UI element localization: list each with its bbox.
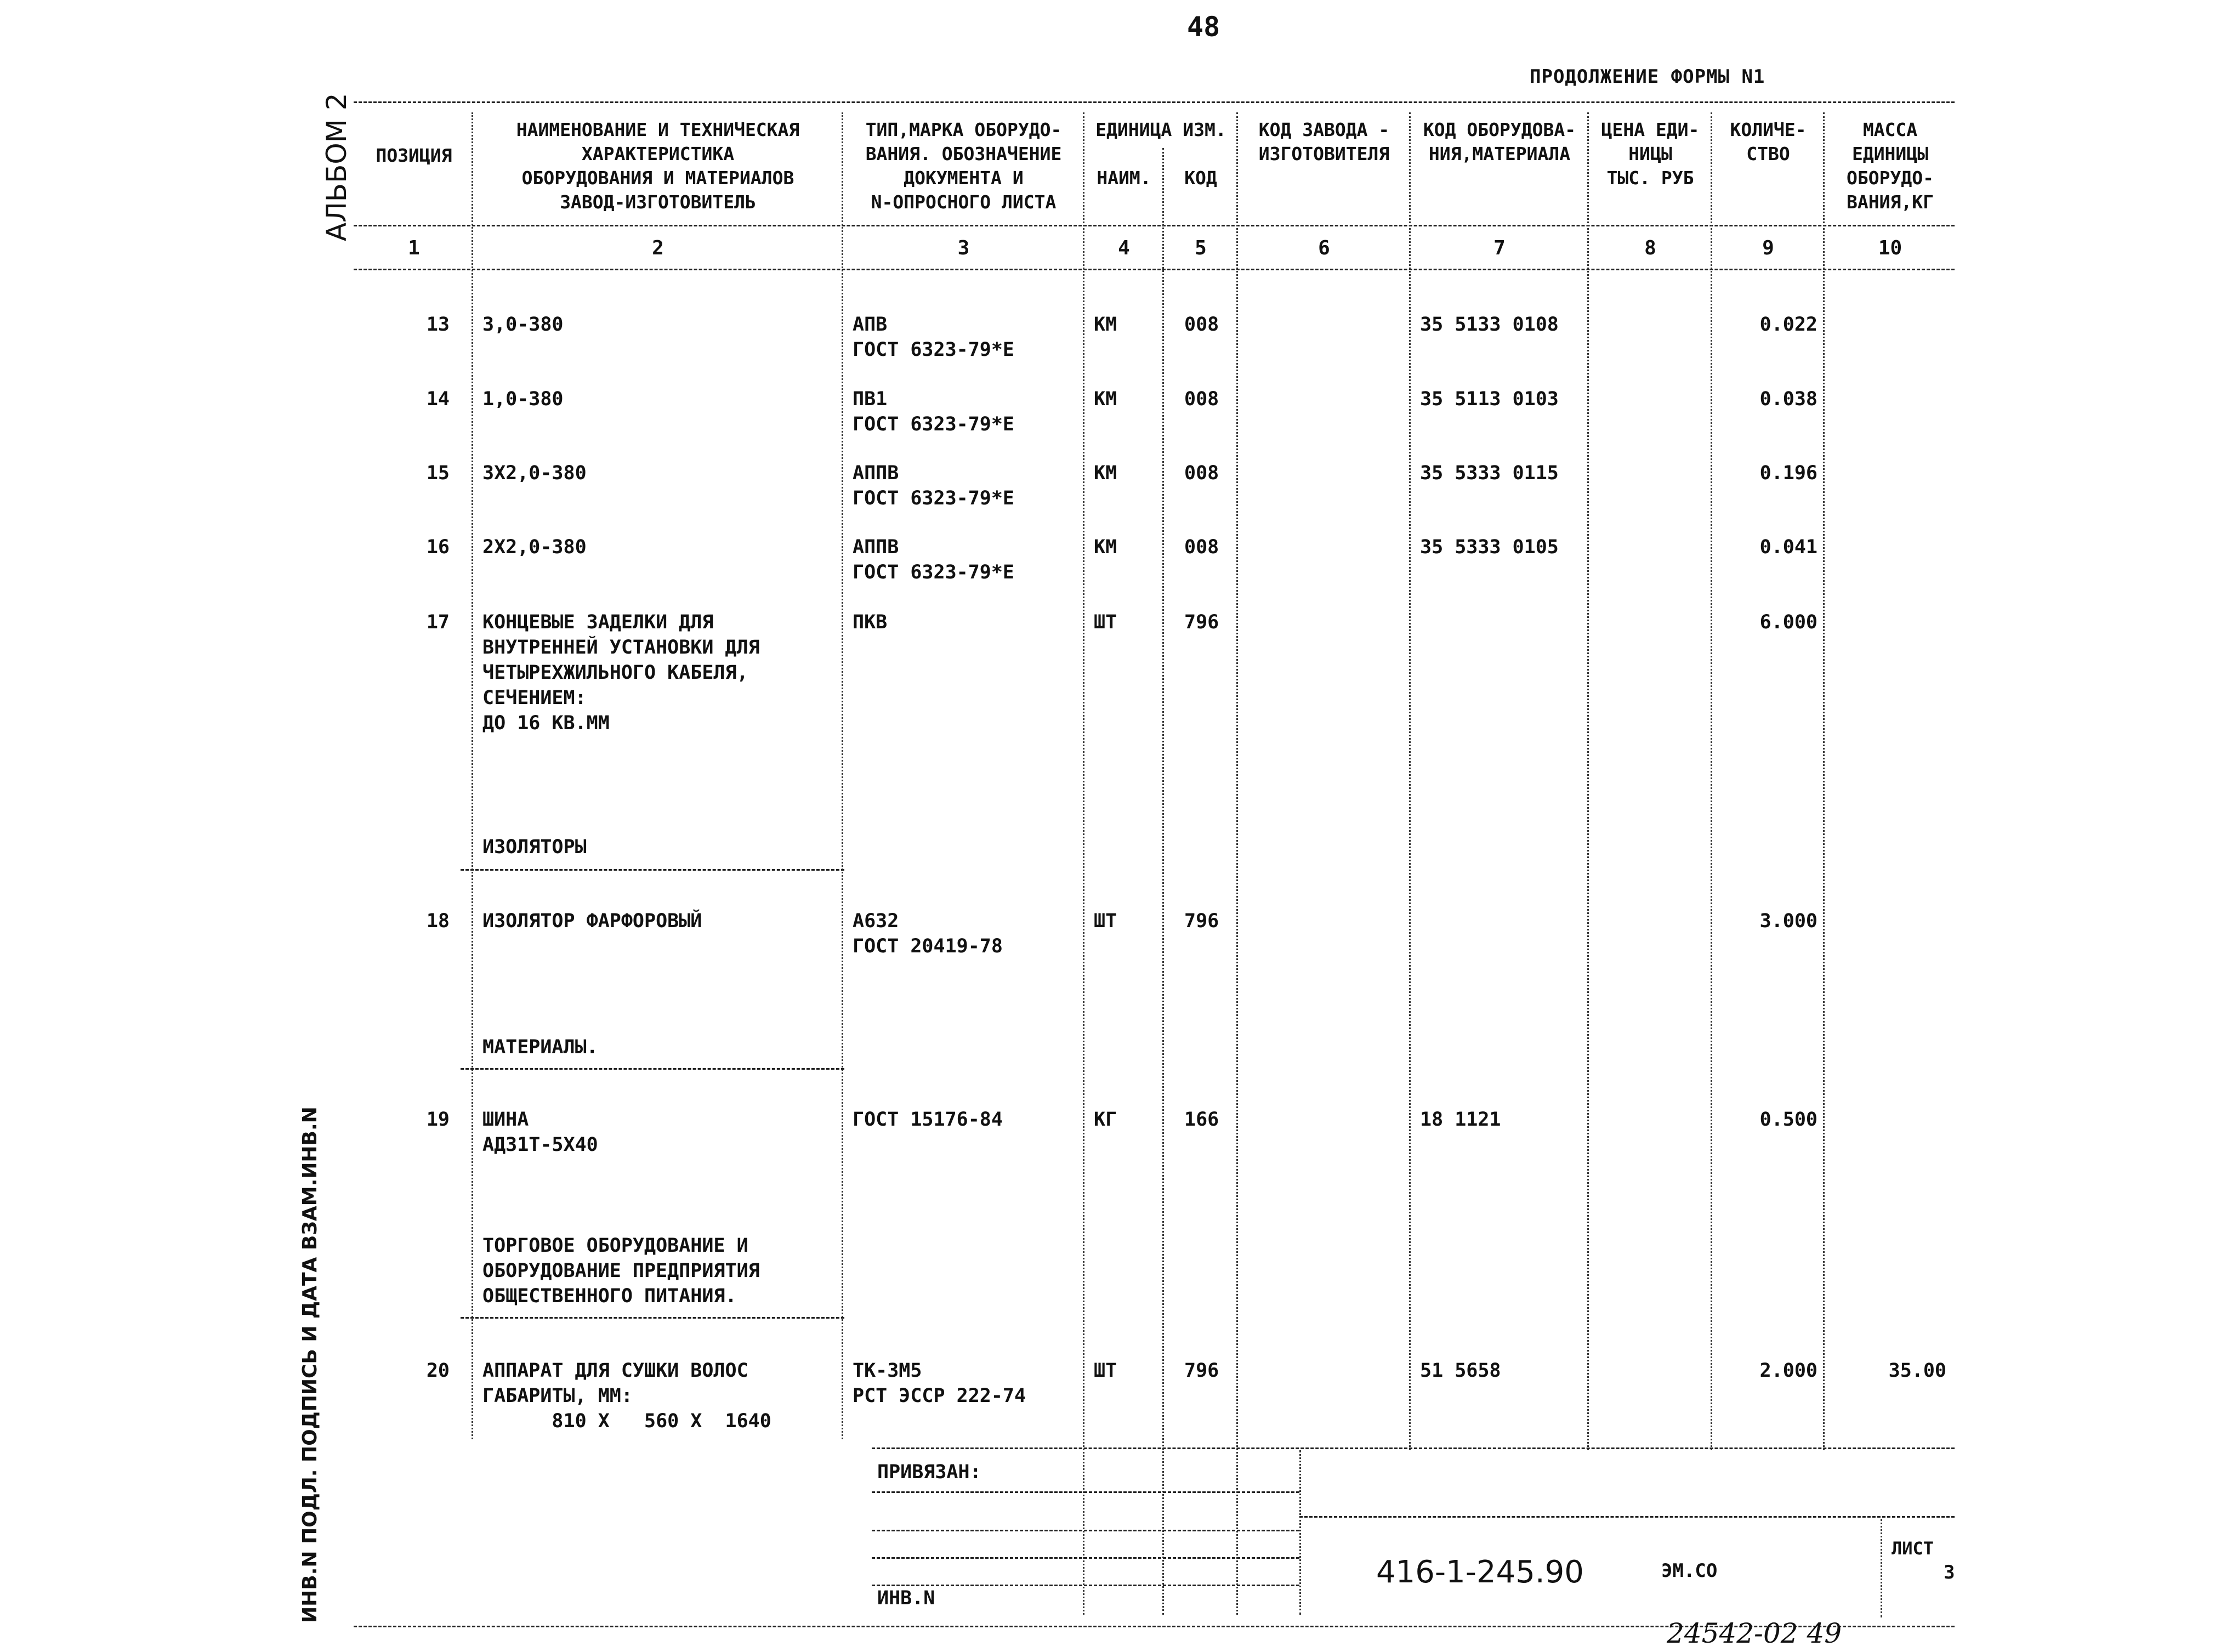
row-17-name-5: ДО 16 КВ.ММ — [482, 712, 610, 734]
row-17-name-4: СЕЧЕНИЕМ: — [482, 687, 587, 709]
row-20-type: ТК-3М5 — [853, 1360, 922, 1382]
handwritten-note: 24542-02 49 — [1667, 1617, 1842, 1649]
row-14-unit: КМ — [1094, 388, 1117, 410]
row-16-unit: КМ — [1094, 536, 1117, 558]
row-17-code: 796 — [1184, 611, 1219, 633]
colnum-8: 8 — [1644, 237, 1656, 259]
stamp-inv-label: ИНВ.N — [877, 1587, 935, 1609]
row-19-pos: 19 — [426, 1109, 450, 1131]
row-18-qty: 3.000 — [1759, 910, 1818, 932]
colnum-6: 6 — [1318, 237, 1330, 259]
row-20-code: 796 — [1184, 1360, 1219, 1382]
header-unit-price: ЦЕНА ЕДИ- НИЦЫ ТЫС. РУБ — [1601, 119, 1700, 189]
header-bottom-rule — [354, 225, 1955, 226]
inventory-side-label: ИНВ.N ПОДЛ. ПОДПИСЬ И ДАТА ВЗАМ.ИНВ.N — [299, 1106, 321, 1623]
album-side-label: АЛЬБОМ 2 — [321, 93, 353, 241]
stamp-rule — [1299, 1516, 1955, 1518]
row-20-name-2: ГАБАРИТЫ, ММ: — [482, 1385, 633, 1407]
row-16-qty: 0.041 — [1759, 536, 1818, 558]
section-materials: МАТЕРИАЛЫ. — [482, 1036, 598, 1058]
row-20-name-1: АППАРАТ ДЛЯ СУШКИ ВОЛОС — [482, 1360, 748, 1382]
stamp-rule — [872, 1557, 1299, 1559]
page-number: 48 — [1187, 11, 1220, 43]
section-trade-2: ОБОРУДОВАНИЕ ПРЕДПРИЯТИЯ — [482, 1260, 760, 1282]
stamp-rule — [872, 1585, 1299, 1586]
col-sep — [1236, 112, 1238, 1615]
row-13-qty: 0.022 — [1759, 314, 1818, 336]
row-18-type-std: ГОСТ 20419-78 — [853, 935, 1003, 957]
colnum-10: 10 — [1878, 237, 1902, 259]
row-15-type-std: ГОСТ 6323-79*Е — [853, 487, 1015, 509]
row-19-name-1: ШИНА — [482, 1109, 529, 1131]
row-13-type-std: ГОСТ 6323-79*Е — [853, 339, 1015, 361]
row-20-pos: 20 — [426, 1360, 450, 1382]
section-trade-3: ОБЩЕСТВЕННОГО ПИТАНИЯ. — [482, 1285, 737, 1307]
colnum-7: 7 — [1493, 237, 1506, 259]
row-16-type: АППВ — [853, 536, 899, 558]
section-insulators: ИЗОЛЯТОРЫ — [482, 836, 587, 858]
row-16-pos: 16 — [426, 536, 450, 558]
section-underline — [461, 1317, 844, 1319]
row-17-pos: 17 — [426, 611, 450, 633]
row-19-type: ГОСТ 15176-84 — [853, 1109, 1003, 1131]
header-material-code: КОД ОБОРУДОВА- НИЯ,МАТЕРИАЛА — [1423, 119, 1576, 164]
header-unit-name: НАИМ. — [1097, 167, 1151, 189]
colnum-1: 1 — [408, 237, 420, 259]
stamp-rule — [872, 1491, 1299, 1493]
header-factory-code: КОД ЗАВОДА - ИЗГОТОВИТЕЛЯ — [1258, 119, 1390, 164]
stamp-sep — [1299, 1450, 1301, 1615]
row-15-type: АППВ — [853, 462, 899, 484]
row-18-pos: 18 — [426, 910, 450, 932]
section-underline — [461, 869, 844, 871]
col-sep — [1083, 112, 1084, 1615]
document-code: 416-1-245.90 — [1376, 1554, 1584, 1590]
col-sep — [842, 112, 843, 1439]
row-19-qty: 0.500 — [1759, 1109, 1818, 1131]
stamp-top-rule — [872, 1447, 1955, 1449]
col-sep — [1711, 112, 1712, 1450]
col-sep — [1162, 148, 1164, 1615]
row-13-name: 3,0-380 — [482, 314, 564, 336]
sheet-number: 3 — [1944, 1562, 1955, 1583]
row-19-unit: КГ — [1094, 1109, 1117, 1131]
form-continuation-title: ПРОДОЛЖЕНИЕ ФОРМЫ N1 — [1530, 66, 1765, 88]
row-16-code: 008 — [1184, 536, 1219, 558]
row-17-name-1: КОНЦЕВЫЕ ЗАДЕЛКИ ДЛЯ — [482, 611, 714, 633]
row-16-name: 2X2,0-380 — [482, 536, 587, 558]
section-trade-1: ТОРГОВОЕ ОБОРУДОВАНИЕ И — [482, 1235, 748, 1257]
header-unit-mass: МАССА ЕДИНИЦЫ ОБОРУДО- ВАНИЯ,КГ — [1847, 119, 1934, 213]
colnum-bottom-rule — [354, 269, 1955, 270]
document-suffix: ЭМ.СО — [1661, 1560, 1718, 1582]
header-position: ПОЗИЦИЯ — [376, 145, 452, 166]
colnum-4: 4 — [1118, 237, 1130, 259]
header-unit: ЕДИНИЦА ИЗМ. — [1095, 119, 1226, 140]
row-20-mat: 51 5658 — [1420, 1360, 1501, 1382]
row-14-code: 008 — [1184, 388, 1219, 410]
row-16-type-std: ГОСТ 6323-79*Е — [853, 561, 1015, 583]
row-13-unit: КМ — [1094, 314, 1117, 336]
row-14-qty: 0.038 — [1759, 388, 1818, 410]
row-19-code: 166 — [1184, 1109, 1219, 1131]
row-14-type: ПВ1 — [853, 388, 888, 410]
stamp-bound-label: ПРИВЯЗАН: — [877, 1461, 981, 1483]
header-type: ТИП,МАРКА ОБОРУДО- ВАНИЯ. ОБОЗНАЧЕНИЕ ДОКУМЕНТА И N-ОПРОСНОГО ЛИСТА — [865, 119, 1062, 213]
row-17-qty: 6.000 — [1759, 611, 1818, 633]
colnum-2: 2 — [652, 237, 664, 259]
colnum-9: 9 — [1762, 237, 1774, 259]
stamp-rule — [872, 1530, 1299, 1531]
colnum-3: 3 — [957, 237, 970, 259]
row-18-type: А632 — [853, 910, 899, 932]
row-19-name-2: АД31Т-5X40 — [482, 1134, 598, 1156]
row-16-mat: 35 5333 0105 — [1420, 536, 1559, 558]
row-20-qty: 2.000 — [1759, 1360, 1818, 1382]
row-13-pos: 13 — [426, 314, 450, 336]
col-sep — [1823, 112, 1825, 1450]
row-13-code: 008 — [1184, 314, 1219, 336]
row-20-mass: 35.00 — [1888, 1360, 1946, 1382]
row-13-type: АПВ — [853, 314, 888, 336]
row-18-code: 796 — [1184, 910, 1219, 932]
row-19-mat: 18 1121 — [1420, 1109, 1501, 1131]
row-18-name: ИЗОЛЯТОР ФАРФОРОВЫЙ — [482, 910, 702, 932]
stamp-sep — [1881, 1519, 1882, 1617]
col-sep — [1409, 112, 1411, 1450]
row-15-name: 3X2,0-380 — [482, 462, 587, 484]
row-14-name: 1,0-380 — [482, 388, 564, 410]
row-17-type: ПКВ — [853, 611, 888, 633]
row-15-code: 008 — [1184, 462, 1219, 484]
row-14-type-std: ГОСТ 6323-79*Е — [853, 413, 1015, 435]
row-13-mat: 35 5133 0108 — [1420, 314, 1559, 336]
row-17-name-2: ВНУТРЕННЕЙ УСТАНОВКИ ДЛЯ — [482, 637, 760, 658]
header-unit-code: КОД — [1184, 167, 1217, 189]
section-underline — [461, 1068, 844, 1070]
col-sep — [472, 112, 473, 1439]
sheet-label: ЛИСТ — [1892, 1538, 1934, 1559]
row-20-name-3: 810 X 560 X 1640 — [482, 1410, 771, 1432]
table-top-rule — [354, 101, 1955, 103]
row-15-pos: 15 — [426, 462, 450, 484]
row-14-mat: 35 5113 0103 — [1420, 388, 1559, 410]
row-14-pos: 14 — [426, 388, 450, 410]
colnum-5: 5 — [1195, 237, 1207, 259]
row-17-unit: ШТ — [1094, 611, 1117, 633]
col-sep — [1587, 112, 1589, 1450]
row-20-unit: ШТ — [1094, 1360, 1117, 1382]
row-17-name-3: ЧЕТЫРЕХЖИЛЬНОГО КАБЕЛЯ, — [482, 662, 748, 684]
row-18-unit: ШТ — [1094, 910, 1117, 932]
row-20-type-std: РСТ ЭССР 222-74 — [853, 1385, 1026, 1407]
row-15-qty: 0.196 — [1759, 462, 1818, 484]
row-15-mat: 35 5333 0115 — [1420, 462, 1559, 484]
row-15-unit: КМ — [1094, 462, 1117, 484]
header-name: НАИМЕНОВАНИЕ И ТЕХНИЧЕСКАЯ ХАРАКТЕРИСТИКА ОБОРУДОВАНИЯ И МАТЕРИАЛОВ ЗАВОД-ИЗГОТОВИТЕЛЬ — [516, 119, 800, 213]
header-quantity: КОЛИЧЕ- СТВО — [1730, 119, 1807, 164]
